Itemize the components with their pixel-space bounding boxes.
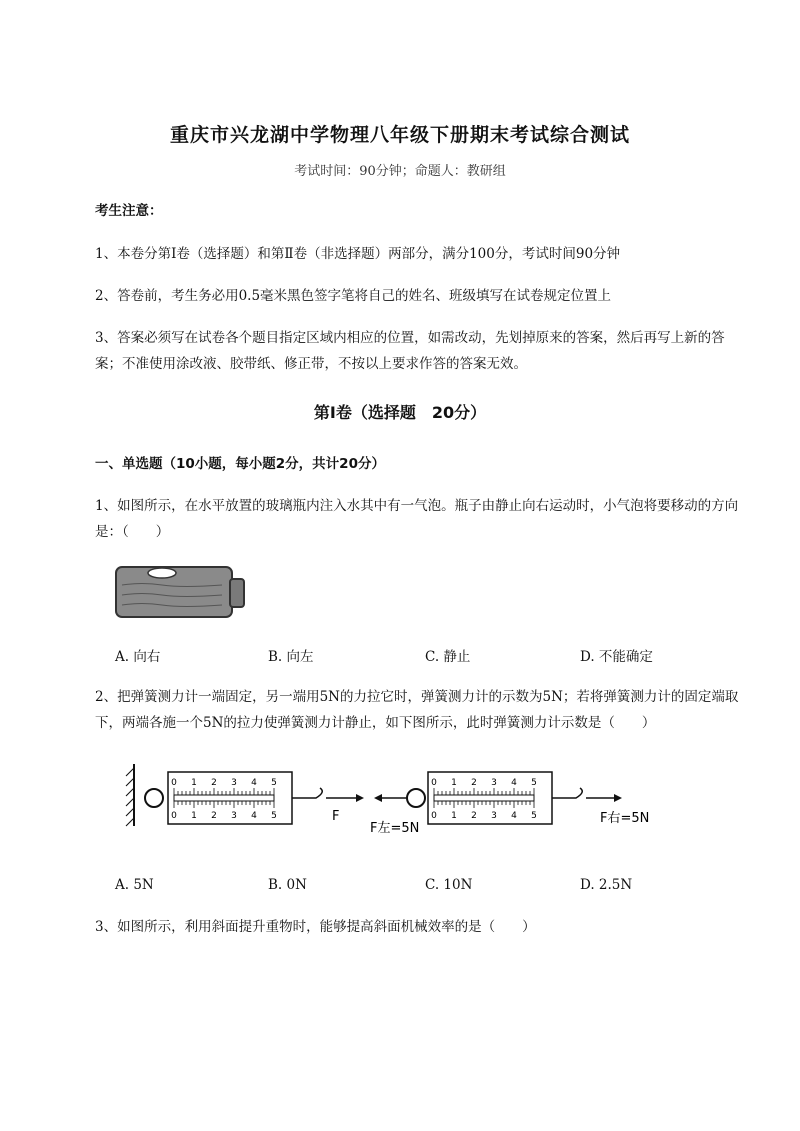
question-3-stem: 3、如图所示，利用斜面提升重物时，能够提高斜面机械效率的是（ ） <box>95 919 536 935</box>
page-title: 重庆市兴龙湖中学物理八年级下册期末考试综合测试 <box>169 124 630 146</box>
scale-label-bottom: 0 <box>171 811 177 821</box>
question-2-stem: 2、把弹簧测力计一端固定，另一端用5N的力拉它时，弹簧测力计的示数为5N；若将弹簧测力计的固定端取下，两端各施一个5N的拉力使弹簧测力计静止，如下图所示，此时弹簧测力计示数是（ ） <box>95 689 739 731</box>
scale-label-bottom: 4 <box>251 811 257 821</box>
q1-option-c[interactable]: C. 静止 <box>425 649 471 665</box>
force-label-right: F右=5N <box>600 811 650 826</box>
scale-label-bottom: 0 <box>431 811 437 821</box>
scale-label-top: 2 <box>471 778 477 788</box>
scale-label-top: 3 <box>231 778 237 788</box>
scale-label-bottom: 1 <box>451 811 457 821</box>
q1-option-d[interactable]: D. 不能确定 <box>580 649 653 665</box>
q1-option-a[interactable]: A. 向右 <box>115 649 161 665</box>
scale-label-bottom: 3 <box>491 811 497 821</box>
force-label-f: F <box>332 809 340 824</box>
scale-label-bottom: 3 <box>231 811 237 821</box>
scale-label-bottom: 2 <box>211 811 217 821</box>
scale-label-top: 2 <box>211 778 217 788</box>
q2-option-d[interactable]: D. 2.5N <box>580 877 633 893</box>
notice-item-1: 1、本卷分第I卷（选择题）和第Ⅱ卷（非选择题）两部分，满分100分，考试时间90分钟 <box>95 246 621 262</box>
scale-label-bottom: 5 <box>531 811 537 821</box>
air-bubble <box>148 568 176 578</box>
scale-label-top: 0 <box>171 778 177 788</box>
scale-label-bottom: 2 <box>471 811 477 821</box>
scale-label-top: 0 <box>431 778 437 788</box>
spring-scale-figure <box>120 758 660 842</box>
section-title: 第I卷（选择题 20分） <box>313 403 487 422</box>
notice-item-3: 3、答案必须写在试卷各个题目指定区域内相应的位置，如需改动，先划掉原来的答案，然后再写上新的答案；不准使用涂改液、胶带纸、修正带，不按以上要求作答的答案无效。 <box>95 330 725 372</box>
q2-option-c[interactable]: C. 10N <box>425 877 473 893</box>
notice-heading: 考生注意： <box>95 203 163 219</box>
bottle-figure <box>112 563 252 621</box>
scale-label-top: 1 <box>451 778 457 788</box>
q1-option-b[interactable]: B. 向左 <box>268 649 314 665</box>
scale-label-bottom: 4 <box>511 811 517 821</box>
part-heading: 一、单选题（10小题，每小题2分，共计20分） <box>95 456 385 472</box>
page-subtitle: 考试时间：90分钟；命题人：教研组 <box>294 164 506 179</box>
q2-option-b[interactable]: B. 0N <box>268 877 307 893</box>
scale-label-top: 4 <box>251 778 257 788</box>
scale-label-bottom: 5 <box>271 811 277 821</box>
scale-label-top: 5 <box>531 778 537 788</box>
scale-label-top: 5 <box>271 778 277 788</box>
scale-label-top: 4 <box>511 778 517 788</box>
q2-option-a[interactable]: A. 5N <box>115 877 154 893</box>
scale-label-top: 3 <box>491 778 497 788</box>
scale-label-bottom: 1 <box>191 811 197 821</box>
question-1-stem: 1、如图所示，在水平放置的玻璃瓶内注入水其中有一气泡。瓶子由静止向右运动时，小气泡将要移动的方向是：（ ） <box>95 498 739 540</box>
notice-item-2: 2、答卷前，考生务必用0.5毫米黑色签字笔将自己的姓名、班级填写在试卷规定位置上 <box>95 288 612 304</box>
force-label-left: F左=5N <box>370 821 420 836</box>
scale-label-top: 1 <box>191 778 197 788</box>
